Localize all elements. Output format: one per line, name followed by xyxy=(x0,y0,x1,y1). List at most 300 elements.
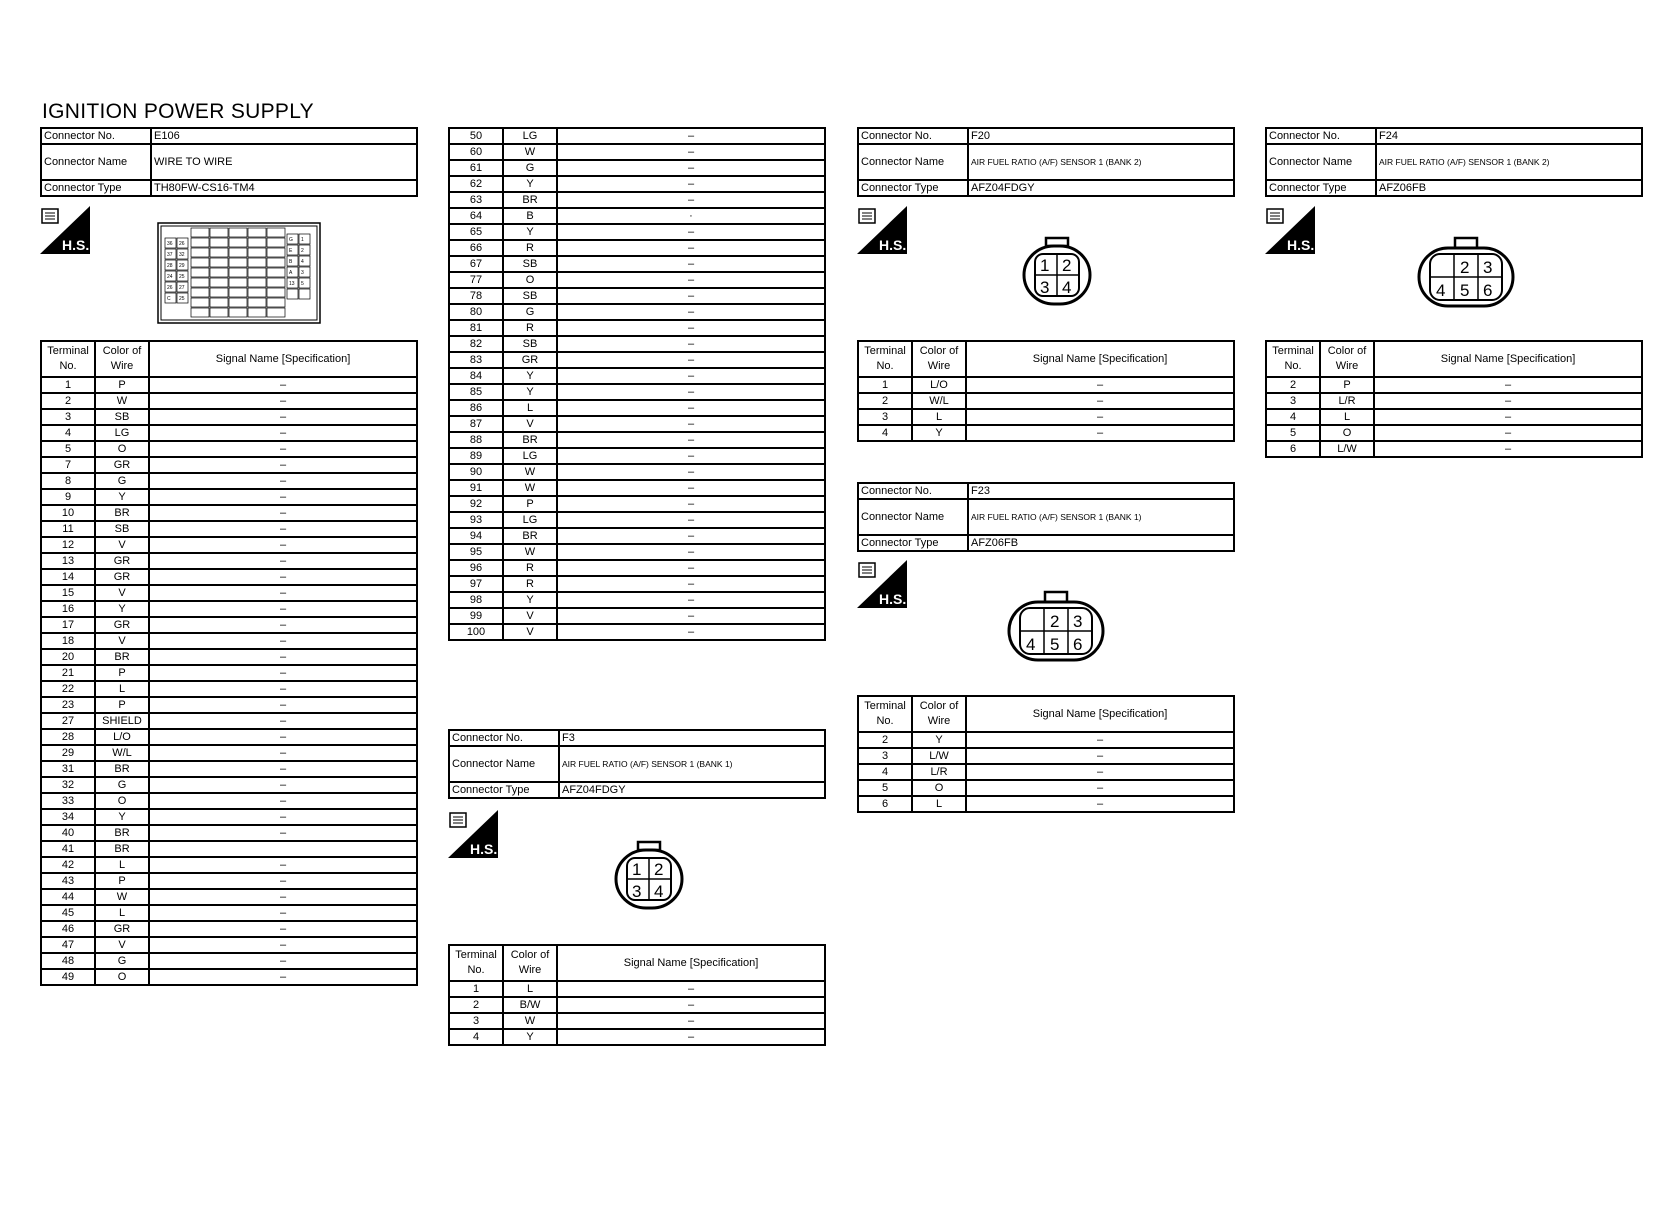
terminal-no-header: Terminal No. xyxy=(41,341,95,377)
terminal-no-cell: 93 xyxy=(449,512,503,528)
terminal-no-cell: 20 xyxy=(41,649,95,665)
connector-cavity xyxy=(267,298,285,307)
terminal-no-cell: 45 xyxy=(41,905,95,921)
terminal-no-cell: 1 xyxy=(41,377,95,393)
table-row xyxy=(449,480,825,496)
terminal-no-cell: 5 xyxy=(1266,425,1320,441)
connector-cavity xyxy=(210,278,228,287)
signal-name-cell: – xyxy=(557,384,825,400)
wire-color-cell: W xyxy=(95,393,149,409)
signal-name-cell: – xyxy=(149,425,417,441)
connector-no-value: F24 xyxy=(1376,128,1642,144)
table-row xyxy=(449,256,825,272)
table-row xyxy=(449,528,825,544)
hs-harness-side-icon xyxy=(40,206,90,254)
signal-name-cell: – xyxy=(557,304,825,320)
signal-name-cell: – xyxy=(557,480,825,496)
table-row xyxy=(449,144,825,160)
terminal-no-cell: 11 xyxy=(41,521,95,537)
connector-cavity xyxy=(210,258,228,267)
signal-name-cell xyxy=(149,841,417,857)
pin-label: 1 xyxy=(301,237,304,243)
terminal-no-cell: 99 xyxy=(449,608,503,624)
terminal-no-cell: 63 xyxy=(449,192,503,208)
table-row xyxy=(449,592,825,608)
connector-name-value: WIRE TO WIRE xyxy=(151,144,417,180)
terminal-no-cell: 23 xyxy=(41,697,95,713)
wire-color-cell: BR xyxy=(95,505,149,521)
wire-color-cell: B xyxy=(503,208,557,224)
table-row xyxy=(41,633,417,649)
terminal-no-cell: 43 xyxy=(41,873,95,889)
terminal-no-cell: 86 xyxy=(449,400,503,416)
wire-color-cell: L xyxy=(503,400,557,416)
connector-cavity xyxy=(299,289,310,299)
terminal-no-cell: 3 xyxy=(858,409,912,425)
wire-color-cell: V xyxy=(95,937,149,953)
connector-cavity xyxy=(267,258,285,267)
terminal-no-cell: 9 xyxy=(41,489,95,505)
wire-color-cell: O xyxy=(503,272,557,288)
connector-name-label: Connector Name xyxy=(858,144,968,180)
connector-cavity xyxy=(210,248,228,257)
table-row xyxy=(449,128,825,144)
connector-cavity xyxy=(267,228,285,237)
table-row xyxy=(449,240,825,256)
pin-label: 3 xyxy=(632,882,642,901)
terminal-no-header: Terminal No. xyxy=(1266,341,1320,377)
wire-color-cell: GR xyxy=(95,553,149,569)
wire-color-cell: Y xyxy=(95,489,149,505)
signal-name-cell: – xyxy=(557,256,825,272)
wire-color-cell: Y xyxy=(503,368,557,384)
connector-cavity xyxy=(191,248,209,257)
wire-color-header: Color of Wire xyxy=(912,696,966,732)
terminal-no-cell: 13 xyxy=(41,553,95,569)
connector-cavity xyxy=(210,268,228,277)
terminal-no-cell: 29 xyxy=(41,745,95,761)
terminal-no-cell: 78 xyxy=(449,288,503,304)
connector-type-value: TH80FW-CS16-TM4 xyxy=(151,180,417,196)
connector-type-value: AFZ06FB xyxy=(1376,180,1642,196)
terminal-no-cell: 80 xyxy=(449,304,503,320)
terminal-no-cell: 65 xyxy=(449,224,503,240)
table-row xyxy=(41,921,417,937)
pin-label: 26 xyxy=(179,241,185,247)
pin-label: 4 xyxy=(1062,278,1072,297)
wire-color-cell: W xyxy=(503,480,557,496)
terminal-no-cell: 6 xyxy=(1266,441,1320,457)
terminal-no-cell: 46 xyxy=(41,921,95,937)
wire-color-cell: L xyxy=(503,981,557,997)
pin-label: 4 xyxy=(301,259,304,265)
terminal-no-cell: 90 xyxy=(449,464,503,480)
connector-cavity xyxy=(248,228,266,237)
wire-color-cell: BR xyxy=(503,528,557,544)
pin-label: 4 xyxy=(654,882,664,901)
signal-name-cell: – xyxy=(149,825,417,841)
terminal-no-cell: 42 xyxy=(41,857,95,873)
terminal-no-cell: 4 xyxy=(858,425,912,441)
f24-terminal-table xyxy=(1265,340,1643,458)
f23-connector-face-diagram xyxy=(1006,590,1106,669)
signal-name-cell: – xyxy=(557,144,825,160)
table-row xyxy=(41,873,417,889)
signal-name-cell: – xyxy=(557,576,825,592)
signal-name-cell: – xyxy=(149,489,417,505)
table-row xyxy=(41,713,417,729)
pin-label: 2 xyxy=(1460,258,1470,277)
terminal-no-cell: 34 xyxy=(41,809,95,825)
connector-cavity xyxy=(191,278,209,287)
signal-name-cell: – xyxy=(149,761,417,777)
wire-color-cell: V xyxy=(95,633,149,649)
hs-label: H.S. xyxy=(470,841,498,857)
terminal-no-cell: 67 xyxy=(449,256,503,272)
pin-label: 26 xyxy=(167,285,173,291)
wire-color-cell: GR xyxy=(95,921,149,937)
terminal-no-cell: 12 xyxy=(41,537,95,553)
wire-color-cell: GR xyxy=(503,352,557,368)
signal-name-cell: – xyxy=(149,377,417,393)
connector-type-label: Connector Type xyxy=(449,782,559,798)
wire-color-cell: LG xyxy=(503,448,557,464)
pin-label: 6 xyxy=(1073,635,1083,654)
signal-name-cell: – xyxy=(557,997,825,1013)
terminal-no-cell: 41 xyxy=(41,841,95,857)
table-row xyxy=(858,796,1234,812)
terminal-no-cell: 33 xyxy=(41,793,95,809)
wire-color-cell: Y xyxy=(503,224,557,240)
table-row xyxy=(449,576,825,592)
connector-cavity xyxy=(210,228,228,237)
e106-terminal-table-continued xyxy=(448,127,826,641)
connector-type-label: Connector Type xyxy=(41,180,151,196)
pin-label: 37 xyxy=(167,252,173,258)
terminal-no-cell: 92 xyxy=(449,496,503,512)
connector-no-label: Connector No. xyxy=(858,483,968,499)
hs-label: H.S. xyxy=(879,591,907,607)
terminal-no-cell: 97 xyxy=(449,576,503,592)
wire-color-cell: L xyxy=(912,796,966,812)
connector-cavity xyxy=(248,308,266,317)
connector-cavity xyxy=(191,228,209,237)
wire-color-cell: P xyxy=(1320,377,1374,393)
wire-color-cell: Y xyxy=(503,176,557,192)
wire-color-cell: W/L xyxy=(95,745,149,761)
connector-cavity xyxy=(229,238,247,247)
table-row xyxy=(41,793,417,809)
terminal-no-cell: 77 xyxy=(449,272,503,288)
wire-color-cell: V xyxy=(95,537,149,553)
connector-type-value: AFZ06FB xyxy=(968,535,1234,551)
wire-color-cell: O xyxy=(95,969,149,985)
table-row xyxy=(1266,409,1642,425)
table-row xyxy=(449,624,825,640)
terminal-no-cell: 100 xyxy=(449,624,503,640)
terminal-no-cell: 64 xyxy=(449,208,503,224)
table-row xyxy=(449,560,825,576)
terminal-no-cell: 94 xyxy=(449,528,503,544)
table-row xyxy=(41,905,417,921)
wire-color-cell: V xyxy=(503,608,557,624)
table-row xyxy=(41,569,417,585)
wire-color-cell: G xyxy=(95,777,149,793)
signal-name-cell: – xyxy=(966,764,1234,780)
terminal-no-cell: 3 xyxy=(449,1013,503,1029)
wire-color-cell: Y xyxy=(912,425,966,441)
signal-name-cell: – xyxy=(1374,393,1642,409)
table-row xyxy=(1266,377,1642,393)
wire-color-cell: BR xyxy=(95,649,149,665)
connector-cavity xyxy=(248,268,266,277)
signal-name-cell: – xyxy=(1374,377,1642,393)
wire-color-cell: LG xyxy=(95,425,149,441)
table-row xyxy=(41,409,417,425)
table-row xyxy=(449,272,825,288)
pin-label: E xyxy=(289,248,293,254)
connector-cavity xyxy=(210,288,228,297)
hs-label: H.S. xyxy=(879,237,907,253)
wire-color-cell: G xyxy=(503,304,557,320)
wire-color-cell: Y xyxy=(95,809,149,825)
pin-label: 2 xyxy=(1062,256,1072,275)
f23-connector-info xyxy=(857,482,1235,552)
signal-name-cell: – xyxy=(149,601,417,617)
pin-label: 3 xyxy=(1040,278,1050,297)
signal-name-cell: – xyxy=(1374,441,1642,457)
wire-color-cell: P xyxy=(503,496,557,512)
terminal-no-cell: 66 xyxy=(449,240,503,256)
terminal-no-cell: 82 xyxy=(449,336,503,352)
terminal-no-cell: 5 xyxy=(41,441,95,457)
table-row xyxy=(41,473,417,489)
wire-color-cell: SB xyxy=(503,288,557,304)
table-row xyxy=(449,208,825,224)
table-row xyxy=(41,953,417,969)
wire-color-cell: G xyxy=(95,953,149,969)
table-row xyxy=(449,304,825,320)
signal-name-cell: – xyxy=(557,528,825,544)
wire-color-cell: L xyxy=(95,905,149,921)
table-row xyxy=(41,729,417,745)
table-row xyxy=(41,937,417,953)
signal-name-cell: – xyxy=(149,473,417,489)
hs-harness-side-icon xyxy=(857,206,907,254)
table-row xyxy=(858,780,1234,796)
terminal-no-cell: 40 xyxy=(41,825,95,841)
terminal-no-cell: 81 xyxy=(449,320,503,336)
terminal-no-cell: 1 xyxy=(449,981,503,997)
table-row xyxy=(449,1013,825,1029)
signal-name-cell: – xyxy=(557,448,825,464)
wire-color-cell: P xyxy=(95,873,149,889)
terminal-no-cell: 2 xyxy=(449,997,503,1013)
signal-name-cell: – xyxy=(149,777,417,793)
pin-label: 29 xyxy=(179,263,185,269)
wire-color-cell: SB xyxy=(95,521,149,537)
table-row xyxy=(449,496,825,512)
connector-cavity xyxy=(267,268,285,277)
terminal-no-cell: 7 xyxy=(41,457,95,473)
pin-label: 3 xyxy=(1073,612,1083,631)
connector-cavity xyxy=(287,289,298,299)
f20-connector-info xyxy=(857,127,1235,197)
signal-name-cell: – xyxy=(149,521,417,537)
terminal-no-cell: 91 xyxy=(449,480,503,496)
connector-no-label: Connector No. xyxy=(449,730,559,746)
wire-color-cell: BR xyxy=(95,841,149,857)
table-row xyxy=(449,160,825,176)
signal-name-cell: – xyxy=(149,553,417,569)
signal-name-cell: – xyxy=(149,857,417,873)
connector-cavity xyxy=(248,288,266,297)
table-row xyxy=(41,761,417,777)
connector-cavity xyxy=(267,308,285,317)
connector-no-label: Connector No. xyxy=(41,128,151,144)
table-row xyxy=(449,608,825,624)
connector-cavity xyxy=(229,288,247,297)
table-row xyxy=(41,425,417,441)
signal-name-cell: – xyxy=(149,713,417,729)
wire-color-cell: O xyxy=(95,441,149,457)
signal-name-cell: – xyxy=(557,128,825,144)
signal-name-cell: – xyxy=(966,377,1234,393)
wire-color-cell: W xyxy=(503,544,557,560)
wire-color-cell: P xyxy=(95,697,149,713)
wire-color-cell: BR xyxy=(95,761,149,777)
terminal-no-cell: 16 xyxy=(41,601,95,617)
terminal-no-cell: 47 xyxy=(41,937,95,953)
signal-name-cell: – xyxy=(557,592,825,608)
terminal-no-cell: 96 xyxy=(449,560,503,576)
terminal-no-cell: 89 xyxy=(449,448,503,464)
signal-name-cell: – xyxy=(149,905,417,921)
signal-name-cell: – xyxy=(149,633,417,649)
wire-color-cell: V xyxy=(503,416,557,432)
connector-cavity xyxy=(191,238,209,247)
signal-name-cell: – xyxy=(557,432,825,448)
table-row xyxy=(858,409,1234,425)
pin-label: 27 xyxy=(179,285,185,291)
pin-label: 5 xyxy=(1050,635,1060,654)
terminal-no-cell: 3 xyxy=(1266,393,1320,409)
connector-cavity xyxy=(267,288,285,297)
table-row xyxy=(1266,425,1642,441)
wire-color-cell: W xyxy=(503,464,557,480)
wire-color-cell: Y xyxy=(503,1029,557,1045)
wire-color-cell: G xyxy=(503,160,557,176)
connector-name-label: Connector Name xyxy=(449,746,559,782)
connector-type-value: AFZ04FDGY xyxy=(968,180,1234,196)
pin-label: 4 xyxy=(1436,281,1446,300)
connector-cavity xyxy=(229,268,247,277)
connector-no-value: E106 xyxy=(151,128,417,144)
table-row xyxy=(41,457,417,473)
connector-cavity xyxy=(248,238,266,247)
wire-color-cell: GR xyxy=(95,617,149,633)
connector-cavity xyxy=(191,298,209,307)
table-row xyxy=(41,377,417,393)
table-row xyxy=(41,665,417,681)
wire-color-cell: O xyxy=(1320,425,1374,441)
signal-name-header: Signal Name [Specification] xyxy=(1374,341,1642,377)
signal-name-cell: – xyxy=(149,921,417,937)
wire-color-cell: R xyxy=(503,560,557,576)
pin-label: 1 xyxy=(1040,256,1050,275)
wire-color-cell: V xyxy=(95,585,149,601)
connector-type-label: Connector Type xyxy=(858,180,968,196)
signal-name-cell: – xyxy=(149,665,417,681)
table-row xyxy=(449,512,825,528)
signal-name-cell: – xyxy=(149,873,417,889)
terminal-no-cell: 2 xyxy=(858,393,912,409)
connector-cavity xyxy=(229,298,247,307)
hs-label: H.S. xyxy=(1287,237,1315,253)
hs-label: H.S. xyxy=(62,237,90,253)
signal-name-cell: – xyxy=(557,224,825,240)
signal-name-cell: – xyxy=(966,780,1234,796)
connector-no-value: F23 xyxy=(968,483,1234,499)
e106-terminal-table xyxy=(40,340,418,986)
wire-color-cell: BR xyxy=(503,192,557,208)
table-row xyxy=(858,377,1234,393)
wire-color-cell: L/R xyxy=(912,764,966,780)
connector-no-label: Connector No. xyxy=(1266,128,1376,144)
wire-color-cell: R xyxy=(503,240,557,256)
wire-color-cell: O xyxy=(95,793,149,809)
signal-name-cell: – xyxy=(1374,425,1642,441)
wire-color-cell: BR xyxy=(95,825,149,841)
signal-name-header: Signal Name [Specification] xyxy=(149,341,417,377)
signal-name-cell: – xyxy=(149,505,417,521)
connector-cavity xyxy=(248,258,266,267)
pin-label: 13 xyxy=(289,281,295,287)
terminal-no-cell: 3 xyxy=(858,748,912,764)
connector-cavity xyxy=(267,238,285,247)
signal-name-cell: – xyxy=(149,745,417,761)
terminal-no-cell: 22 xyxy=(41,681,95,697)
terminal-no-cell: 17 xyxy=(41,617,95,633)
terminal-no-cell: 28 xyxy=(41,729,95,745)
wire-color-cell: W xyxy=(503,144,557,160)
terminal-no-cell: 83 xyxy=(449,352,503,368)
signal-name-cell: – xyxy=(149,393,417,409)
table-row xyxy=(41,841,417,857)
wire-color-cell: SHIELD xyxy=(95,713,149,729)
pin-label: 5 xyxy=(301,281,304,287)
wire-color-cell: L/W xyxy=(1320,441,1374,457)
wire-color-cell: Y xyxy=(503,592,557,608)
table-row xyxy=(858,425,1234,441)
hs-harness-side-icon xyxy=(857,560,907,608)
table-row xyxy=(449,1029,825,1045)
pin-label: 25 xyxy=(179,274,185,280)
terminal-no-cell: 4 xyxy=(449,1029,503,1045)
e106-connector-info xyxy=(40,127,418,197)
pin-label: B xyxy=(289,259,293,265)
terminal-no-header: Terminal No. xyxy=(449,945,503,981)
terminal-no-cell: 5 xyxy=(858,780,912,796)
signal-name-cell: – xyxy=(966,732,1234,748)
table-row xyxy=(858,748,1234,764)
signal-name-cell: – xyxy=(557,288,825,304)
signal-name-cell: – xyxy=(149,729,417,745)
table-row xyxy=(449,384,825,400)
hs-harness-side-icon xyxy=(1265,206,1315,254)
table-row xyxy=(858,732,1234,748)
connector-name-label: Connector Name xyxy=(41,144,151,180)
